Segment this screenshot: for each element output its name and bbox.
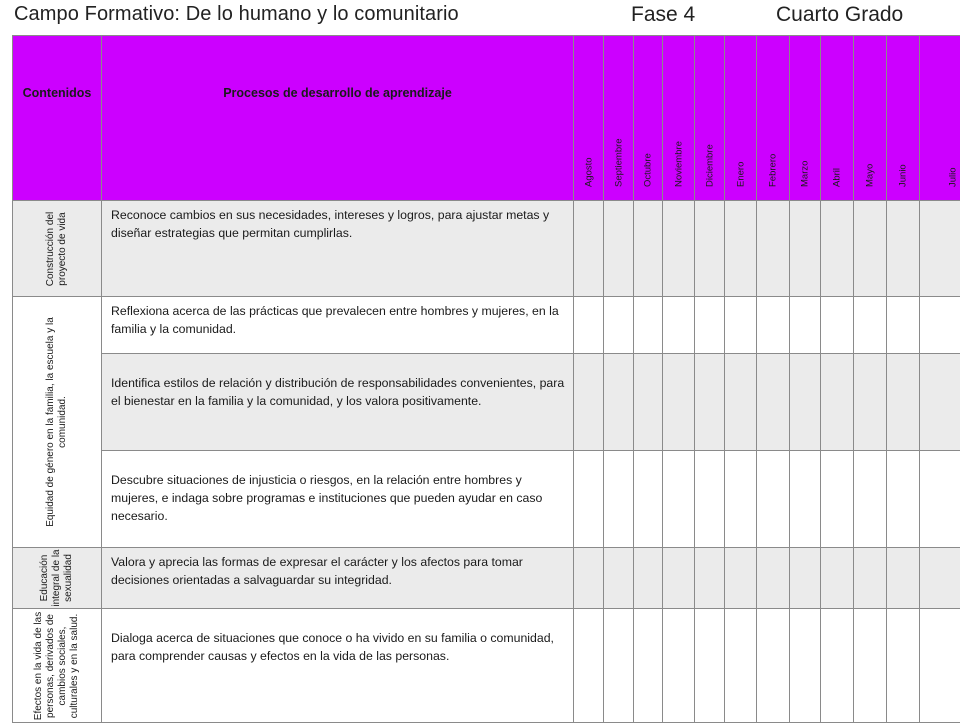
month-cell[interactable] bbox=[887, 297, 920, 354]
month-cell[interactable] bbox=[854, 297, 887, 354]
table-row bbox=[13, 548, 960, 609]
month-cell[interactable] bbox=[920, 297, 960, 354]
month-cell[interactable] bbox=[725, 354, 757, 451]
month-cell[interactable] bbox=[574, 609, 604, 723]
month-cell[interactable] bbox=[821, 451, 854, 548]
month-cell[interactable] bbox=[695, 609, 725, 723]
month-cell[interactable] bbox=[663, 609, 695, 723]
month-header: Junio bbox=[887, 36, 920, 201]
month-cell[interactable] bbox=[574, 297, 604, 354]
month-header: Febrero bbox=[757, 36, 790, 201]
month-cell[interactable] bbox=[790, 548, 821, 609]
process-cell: Valora y aprecia las formas de expresar el carácter y los afectos para tomar decisiones orientadas a salvaguardar su integridad. bbox=[102, 548, 574, 609]
month-cell[interactable] bbox=[821, 201, 854, 297]
table-row bbox=[13, 451, 960, 548]
month-cell[interactable] bbox=[920, 609, 960, 723]
month-cell[interactable] bbox=[695, 451, 725, 548]
month-cell[interactable] bbox=[663, 451, 695, 548]
month-cell[interactable] bbox=[854, 451, 887, 548]
table-row bbox=[13, 609, 960, 723]
month-header: Agosto bbox=[574, 36, 604, 201]
table-row bbox=[13, 201, 960, 297]
month-cell[interactable] bbox=[887, 451, 920, 548]
month-cell[interactable] bbox=[663, 354, 695, 451]
month-cell[interactable] bbox=[757, 609, 790, 723]
month-cell[interactable] bbox=[854, 201, 887, 297]
month-cell[interactable] bbox=[604, 451, 634, 548]
month-cell[interactable] bbox=[725, 451, 757, 548]
month-cell[interactable] bbox=[634, 297, 663, 354]
month-header: Diciembre bbox=[695, 36, 725, 201]
month-header: Abril bbox=[821, 36, 854, 201]
month-cell[interactable] bbox=[920, 548, 960, 609]
topic-cell: Efectos en la vida de las personas, derivados de cambios sociales, culturales y en la salud. bbox=[13, 609, 102, 723]
month-cell[interactable] bbox=[821, 297, 854, 354]
grade-label: Cuarto Grado bbox=[776, 3, 903, 27]
month-cell[interactable] bbox=[887, 548, 920, 609]
process-cell: Reconoce cambios en sus necesidades, intereses y logros, para ajustar metas y diseñar estrategias que permitan cumplirlas. bbox=[102, 201, 574, 297]
process-cell: Reflexiona acerca de las prácticas que prevalecen entre hombres y mujeres, en la familia y la comunidad. bbox=[102, 297, 574, 354]
month-header: Marzo bbox=[790, 36, 821, 201]
month-cell[interactable] bbox=[887, 609, 920, 723]
month-cell[interactable] bbox=[663, 548, 695, 609]
topic-cell: Educación integral de la sexualidad bbox=[13, 548, 102, 609]
month-cell[interactable] bbox=[821, 354, 854, 451]
month-cell[interactable] bbox=[634, 548, 663, 609]
contents-column-header: Contenidos bbox=[13, 36, 102, 201]
month-cell[interactable] bbox=[854, 548, 887, 609]
month-cell[interactable] bbox=[790, 451, 821, 548]
month-cell[interactable] bbox=[920, 451, 960, 548]
table-header-row bbox=[13, 36, 960, 201]
process-cell: Descubre situaciones de injusticia o riesgos, en la relación entre hombres y mujeres, e indaga sobre programas e instituciones que pueden ayudar en caso necesario. bbox=[102, 451, 574, 548]
month-cell[interactable] bbox=[634, 451, 663, 548]
month-cell[interactable] bbox=[725, 609, 757, 723]
month-cell[interactable] bbox=[634, 609, 663, 723]
month-cell[interactable] bbox=[604, 609, 634, 723]
month-cell[interactable] bbox=[695, 297, 725, 354]
month-cell[interactable] bbox=[920, 201, 960, 297]
month-cell[interactable] bbox=[821, 609, 854, 723]
month-cell[interactable] bbox=[757, 201, 790, 297]
month-cell[interactable] bbox=[920, 354, 960, 451]
month-cell[interactable] bbox=[790, 201, 821, 297]
month-header: Mayo bbox=[854, 36, 887, 201]
month-cell[interactable] bbox=[695, 201, 725, 297]
month-cell[interactable] bbox=[574, 548, 604, 609]
table-row bbox=[13, 354, 960, 451]
month-cell[interactable] bbox=[634, 354, 663, 451]
phase-label: Fase 4 bbox=[631, 3, 695, 27]
month-cell[interactable] bbox=[604, 201, 634, 297]
month-cell[interactable] bbox=[790, 354, 821, 451]
month-header: Julio bbox=[920, 36, 960, 201]
month-cell[interactable] bbox=[790, 609, 821, 723]
planning-table bbox=[12, 35, 960, 723]
table-row bbox=[13, 297, 960, 354]
month-cell[interactable] bbox=[887, 354, 920, 451]
process-cell: Dialoga acerca de situaciones que conoce o ha vivido en su familia o comunidad, para comprender causas y efectos en la vida de las personas. bbox=[102, 609, 574, 723]
month-cell[interactable] bbox=[887, 201, 920, 297]
month-cell[interactable] bbox=[725, 548, 757, 609]
month-cell[interactable] bbox=[854, 609, 887, 723]
month-cell[interactable] bbox=[757, 354, 790, 451]
month-cell[interactable] bbox=[757, 297, 790, 354]
month-cell[interactable] bbox=[821, 548, 854, 609]
month-cell[interactable] bbox=[695, 354, 725, 451]
month-cell[interactable] bbox=[574, 201, 604, 297]
month-cell[interactable] bbox=[695, 548, 725, 609]
month-cell[interactable] bbox=[790, 297, 821, 354]
month-cell[interactable] bbox=[604, 548, 634, 609]
month-cell[interactable] bbox=[757, 548, 790, 609]
process-cell: Identifica estilos de relación y distribución de responsabilidades convenientes, para el bienestar en la familia y la comunidad, y los valora positivamente. bbox=[102, 354, 574, 451]
topic-cell: Equidad de género en la familia, la escuela y la comunidad. bbox=[13, 297, 102, 548]
month-cell[interactable] bbox=[634, 201, 663, 297]
month-cell[interactable] bbox=[757, 451, 790, 548]
month-cell[interactable] bbox=[854, 354, 887, 451]
month-cell[interactable] bbox=[725, 201, 757, 297]
topic-cell: Construcción del proyecto de vida bbox=[13, 201, 102, 297]
month-header: Enero bbox=[725, 36, 757, 201]
processes-column-header: Procesos de desarrollo de aprendizaje bbox=[102, 36, 574, 201]
month-header: Noviembre bbox=[663, 36, 695, 201]
month-cell[interactable] bbox=[663, 297, 695, 354]
month-cell[interactable] bbox=[604, 297, 634, 354]
month-header: Septiembre bbox=[604, 36, 634, 201]
month-cell[interactable] bbox=[663, 201, 695, 297]
month-cell[interactable] bbox=[574, 451, 604, 548]
month-header: Octubre bbox=[634, 36, 663, 201]
page-title: Campo Formativo: De lo humano y lo comunitario bbox=[14, 3, 459, 26]
month-cell[interactable] bbox=[725, 297, 757, 354]
month-cell[interactable] bbox=[604, 354, 634, 451]
month-cell[interactable] bbox=[574, 354, 604, 451]
